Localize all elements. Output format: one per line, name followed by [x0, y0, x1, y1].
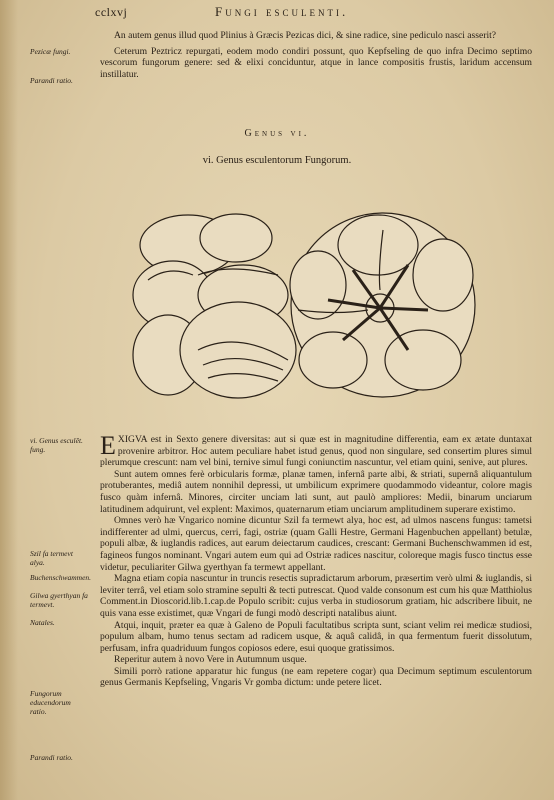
margin-note-parandi: Parandi ratio.	[30, 76, 73, 85]
paragraph: Ceterum Peztricz repurgati, eodem modo condiri possunt, quo Kepfseling de quo infra Decimo septimo vescorum fungorum genere: sed & elixi conciduntur, atque in lance compositis frustis, laridum accensum instillatur.	[100, 45, 532, 80]
paragraph: Sunt autem omnes ferè orbicularis formæ, planæ tamen, infernâ parte albi, & striati, supernâ aliquantulum protuberantes, mediâ autem nonnihil depressi, ut umbilicum exprimere quodammodo videantur, colore magis fusco quàm infernâ. Minores, circiter unciam lati sunt, aut paulò ampliores: Medii, binarum unciarum latitudinem adquirunt, vel explent: Maximos, quaternarum etiam unciarum amplitudinem superare existimo.	[100, 468, 532, 515]
right-fungus-cluster	[290, 213, 475, 397]
paragraph-text: XIGVA est in Sexto genere diversitas: aut si quæ est in magnitudine differentia, eam ex ætate duntaxat provenire arbitror. Hoc autem peculiare habet istud genus, quod non singulare, sed consertim plures simul plerumque crescunt: nam vel bini, ternive simul fungi coniunctim nascuntur, vel etiam quini, senive, aut plures.	[100, 434, 532, 469]
section-title: Genus vi.	[244, 128, 310, 139]
margin-note-gilwa: Gilwa gyerthyan fa termevt.	[30, 591, 88, 609]
page-edge-shadow	[0, 0, 18, 800]
paragraph: Reperitur autem à novo Vere in Autumnum usque.	[114, 654, 307, 666]
text-block-top	[100, 30, 532, 80]
figure-caption: vi. Genus esculentorum Fungorum.	[202, 155, 352, 166]
drop-cap-e: E	[100, 431, 116, 460]
paragraph: Atqui, inquit, præter ea quæ à Galeno de Populi facultatibus scripta sunt, sciant velim rei medicæ studiosi, populum albam, humo tenus sectam ad radicem usque, & aquâ calidâ, in qua fermentum fuerit dissolutum, perfusam, infra quadriduum fungos copiosos edere, esui quoque gratissimos.	[100, 619, 532, 654]
margin-note-buchen: Buchenschwammen.	[30, 573, 92, 582]
left-fungus-cluster	[133, 214, 296, 398]
text-block-body	[100, 431, 532, 689]
paragraph: Omnes verò hæ Vngarico nomine dicuntur Szil fa termewt alya, hoc est, ad ulmos nascens fungus: tametsi indifferenter ad ulmi, quercus, cerri, fagi, ostriæ (quam Galli Hestre, Germani Hagenbuchen appellant) betulæ, populi albæ, & iuglandis radices, aut earum deiectarum caudices, crescant: Germani Buchenschwammen id est, fagineos fungos nominant. Vngari autem eum qui ad Ostriæ radices nascitur, coloreque magis fusco tinctus esse videtur, peculiariter Gilwa gyerthyan fa termewt appellant.	[100, 515, 532, 573]
running-title: Fungi esculenti.	[215, 4, 349, 19]
margin-note-fungorum: Fungorum educendorum ratio.	[30, 689, 71, 716]
page-number: cclxvj	[95, 5, 128, 19]
paragraph-exigua	[100, 431, 532, 469]
margin-note-szil: Szil fa termevt alya.	[30, 549, 73, 567]
margin-note-natales: Natales.	[30, 618, 55, 627]
margin-note-genus: vi. Genus esculēt. fung.	[30, 436, 83, 454]
paragraph: Magna etiam copia nascuntur in truncis resectis supradictarum arborum, præsertim verò ulmi & iuglandis, si leviter terrâ, vel etiam solo stramine sepulti & tecti putrescat. Quod valde consonum est cum his quæ Matthiolus Comment.in Dioscorid.lib.1.cap.de Populo scribit: cujus verba in studiosorum gratiam, hic adscribere libuit, ne quis vana esse existimet, quæ Vngari de fungi modò descripti natalibus aiunt.	[100, 573, 532, 619]
margin-note-pezicae: Pezicæ fungi.	[30, 47, 71, 56]
paragraph: Simili porrò ratione apparatur hic fungus (ne eam repetere cogar) qua Decimum septimum esculentorum genus Germanis Kepfseling, Vngaris Vr gomba dictum: unde petere licet.	[100, 665, 532, 689]
paragraph: An autem genus illud quod Plinius à Græcis Pezicas dici, & sine radice, sine pediculo nasci asserit?	[114, 30, 497, 41]
fungi-woodcut	[128, 200, 478, 420]
margin-note-parandi-2: Parandi ratio.	[30, 753, 73, 762]
